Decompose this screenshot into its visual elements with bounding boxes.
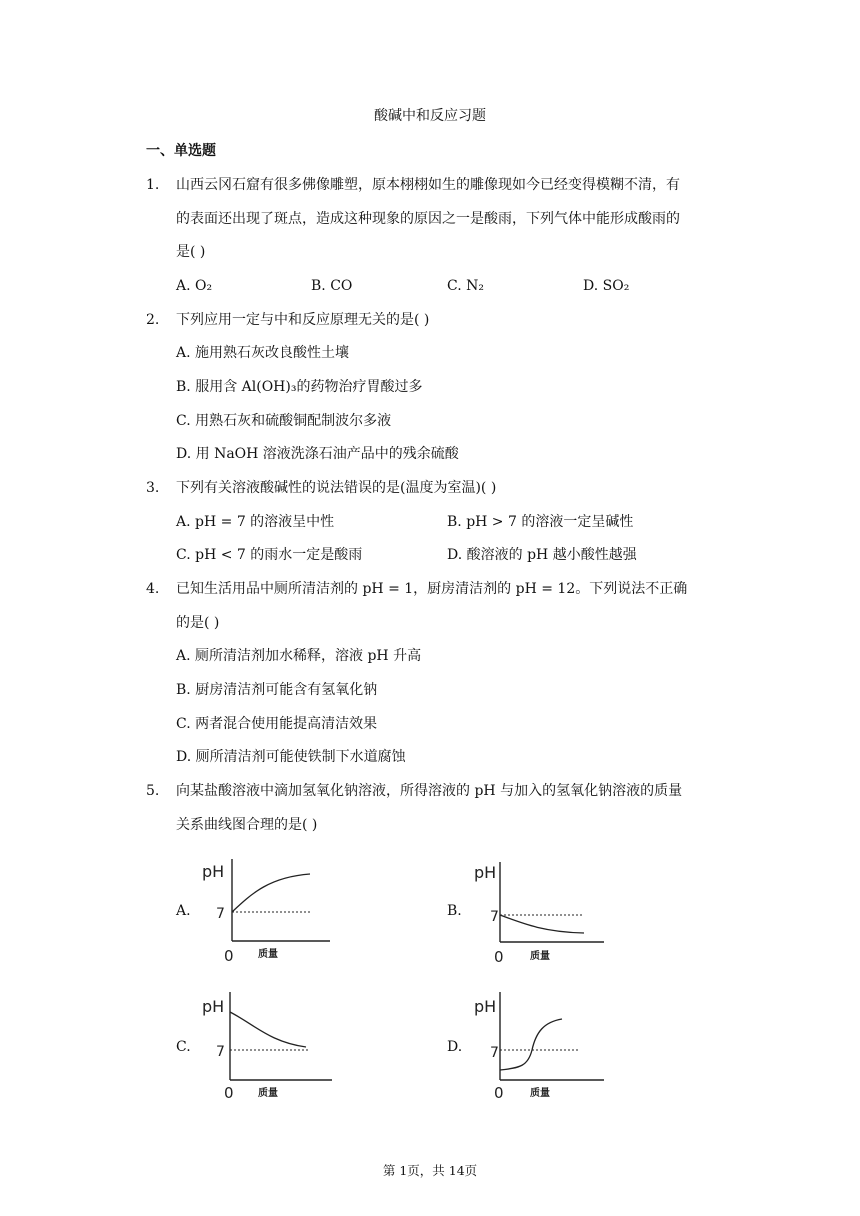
svg-text:质量: 质量 — [258, 949, 278, 960]
option-a[interactable]: A. pH = 7 的溶液呈中性 — [176, 514, 335, 530]
question-number: 5. — [146, 783, 160, 799]
question-number: 2. — [146, 312, 160, 328]
question-text: 的表面还出现了斑点，造成这种现象的原因之一是酸雨，下列气体中能形成酸雨的 — [176, 211, 680, 227]
question-text: 向某盐酸溶液中滴加氢氧化钠溶液，所得溶液的 pH 与加入的氢氧化钠溶液的质量 — [176, 783, 683, 799]
option-c[interactable]: C. 用熟石灰和硫酸铜配制波尔多液 — [176, 413, 392, 429]
option-a[interactable]: A. 施用熟石灰改良酸性土壤 — [176, 345, 350, 361]
svg-text:pH: pH — [202, 997, 225, 1016]
svg-text:7: 7 — [490, 909, 499, 925]
option-c[interactable]: C. N₂ — [447, 278, 484, 294]
option-c[interactable]: C. — [176, 1039, 191, 1055]
graph-b — [472, 858, 612, 968]
option-a[interactable]: A. — [176, 903, 191, 919]
option-d[interactable]: D. 用 NaOH 溶液洗涤石油产品中的残余硫酸 — [176, 446, 459, 462]
svg-text:pH: pH — [474, 863, 497, 882]
question-text: 关系曲线图合理的是( ) — [176, 817, 318, 833]
question-text: 是( ) — [176, 244, 206, 260]
question-text: 山西云冈石窟有很多佛像雕塑，原本栩栩如生的雕像现如今已经变得模糊不清，有 — [176, 177, 680, 193]
svg-text:7: 7 — [490, 1045, 499, 1061]
graph-c — [200, 990, 340, 1100]
question-number: 3. — [146, 480, 160, 496]
y-axis-label: pH — [202, 862, 225, 881]
option-d[interactable]: D. SO₂ — [583, 278, 630, 294]
option-d[interactable]: D. 酸溶液的 pH 越小酸性越强 — [447, 547, 637, 563]
option-b[interactable]: B. 服用含 Al(OH)₃的药物治疗胃酸过多 — [176, 379, 423, 395]
page-title: 酸碱中和反应习题 — [374, 108, 486, 124]
question-number: 4. — [146, 581, 160, 597]
svg-text:7: 7 — [216, 1044, 225, 1060]
option-c[interactable]: C. 两者混合使用能提高清洁效果 — [176, 716, 378, 732]
svg-text:pH: pH — [474, 997, 497, 1016]
question-text: 已知生活用品中厕所清洁剂的 pH = 1，厨房清洁剂的 pH = 12。下列说法不正确 — [176, 581, 688, 597]
svg-text:7: 7 — [216, 906, 225, 922]
svg-text:质量: 质量 — [530, 951, 550, 962]
svg-text:0: 0 — [494, 1084, 504, 1100]
option-a[interactable]: A. 厕所清洁剂加水稀释，溶液 pH 升高 — [176, 648, 422, 664]
svg-text:0: 0 — [224, 1084, 234, 1100]
question-number: 1. — [146, 177, 160, 193]
svg-text:0: 0 — [224, 947, 234, 965]
option-a[interactable]: A. O₂ — [176, 278, 213, 294]
section-heading: 一、单选题 — [146, 143, 216, 159]
graph-d — [472, 990, 612, 1100]
question-text: 下列有关溶液酸碱性的说法错误的是(温度为室温)( ) — [176, 480, 497, 496]
svg-text:质量: 质量 — [258, 1088, 278, 1099]
option-d[interactable]: D. 厕所清洁剂可能使铁制下水道腐蚀 — [176, 749, 406, 765]
svg-text:0: 0 — [494, 948, 504, 966]
svg-text:质量: 质量 — [530, 1088, 550, 1099]
question-text: 的是( ) — [176, 615, 220, 631]
option-b[interactable]: B. 厨房清洁剂可能含有氢氧化钠 — [176, 682, 378, 698]
option-c[interactable]: C. pH < 7 的雨水一定是酸雨 — [176, 547, 363, 563]
option-d[interactable]: D. — [447, 1039, 463, 1055]
option-b[interactable]: B. CO — [311, 278, 353, 294]
page-footer: 第 1页，共 14页 — [382, 1163, 478, 1178]
question-text: 下列应用一定与中和反应原理无关的是( ) — [176, 312, 430, 328]
graph-a — [200, 855, 340, 965]
option-b[interactable]: B. — [447, 903, 462, 919]
option-b[interactable]: B. pH > 7 的溶液一定呈碱性 — [447, 514, 634, 530]
